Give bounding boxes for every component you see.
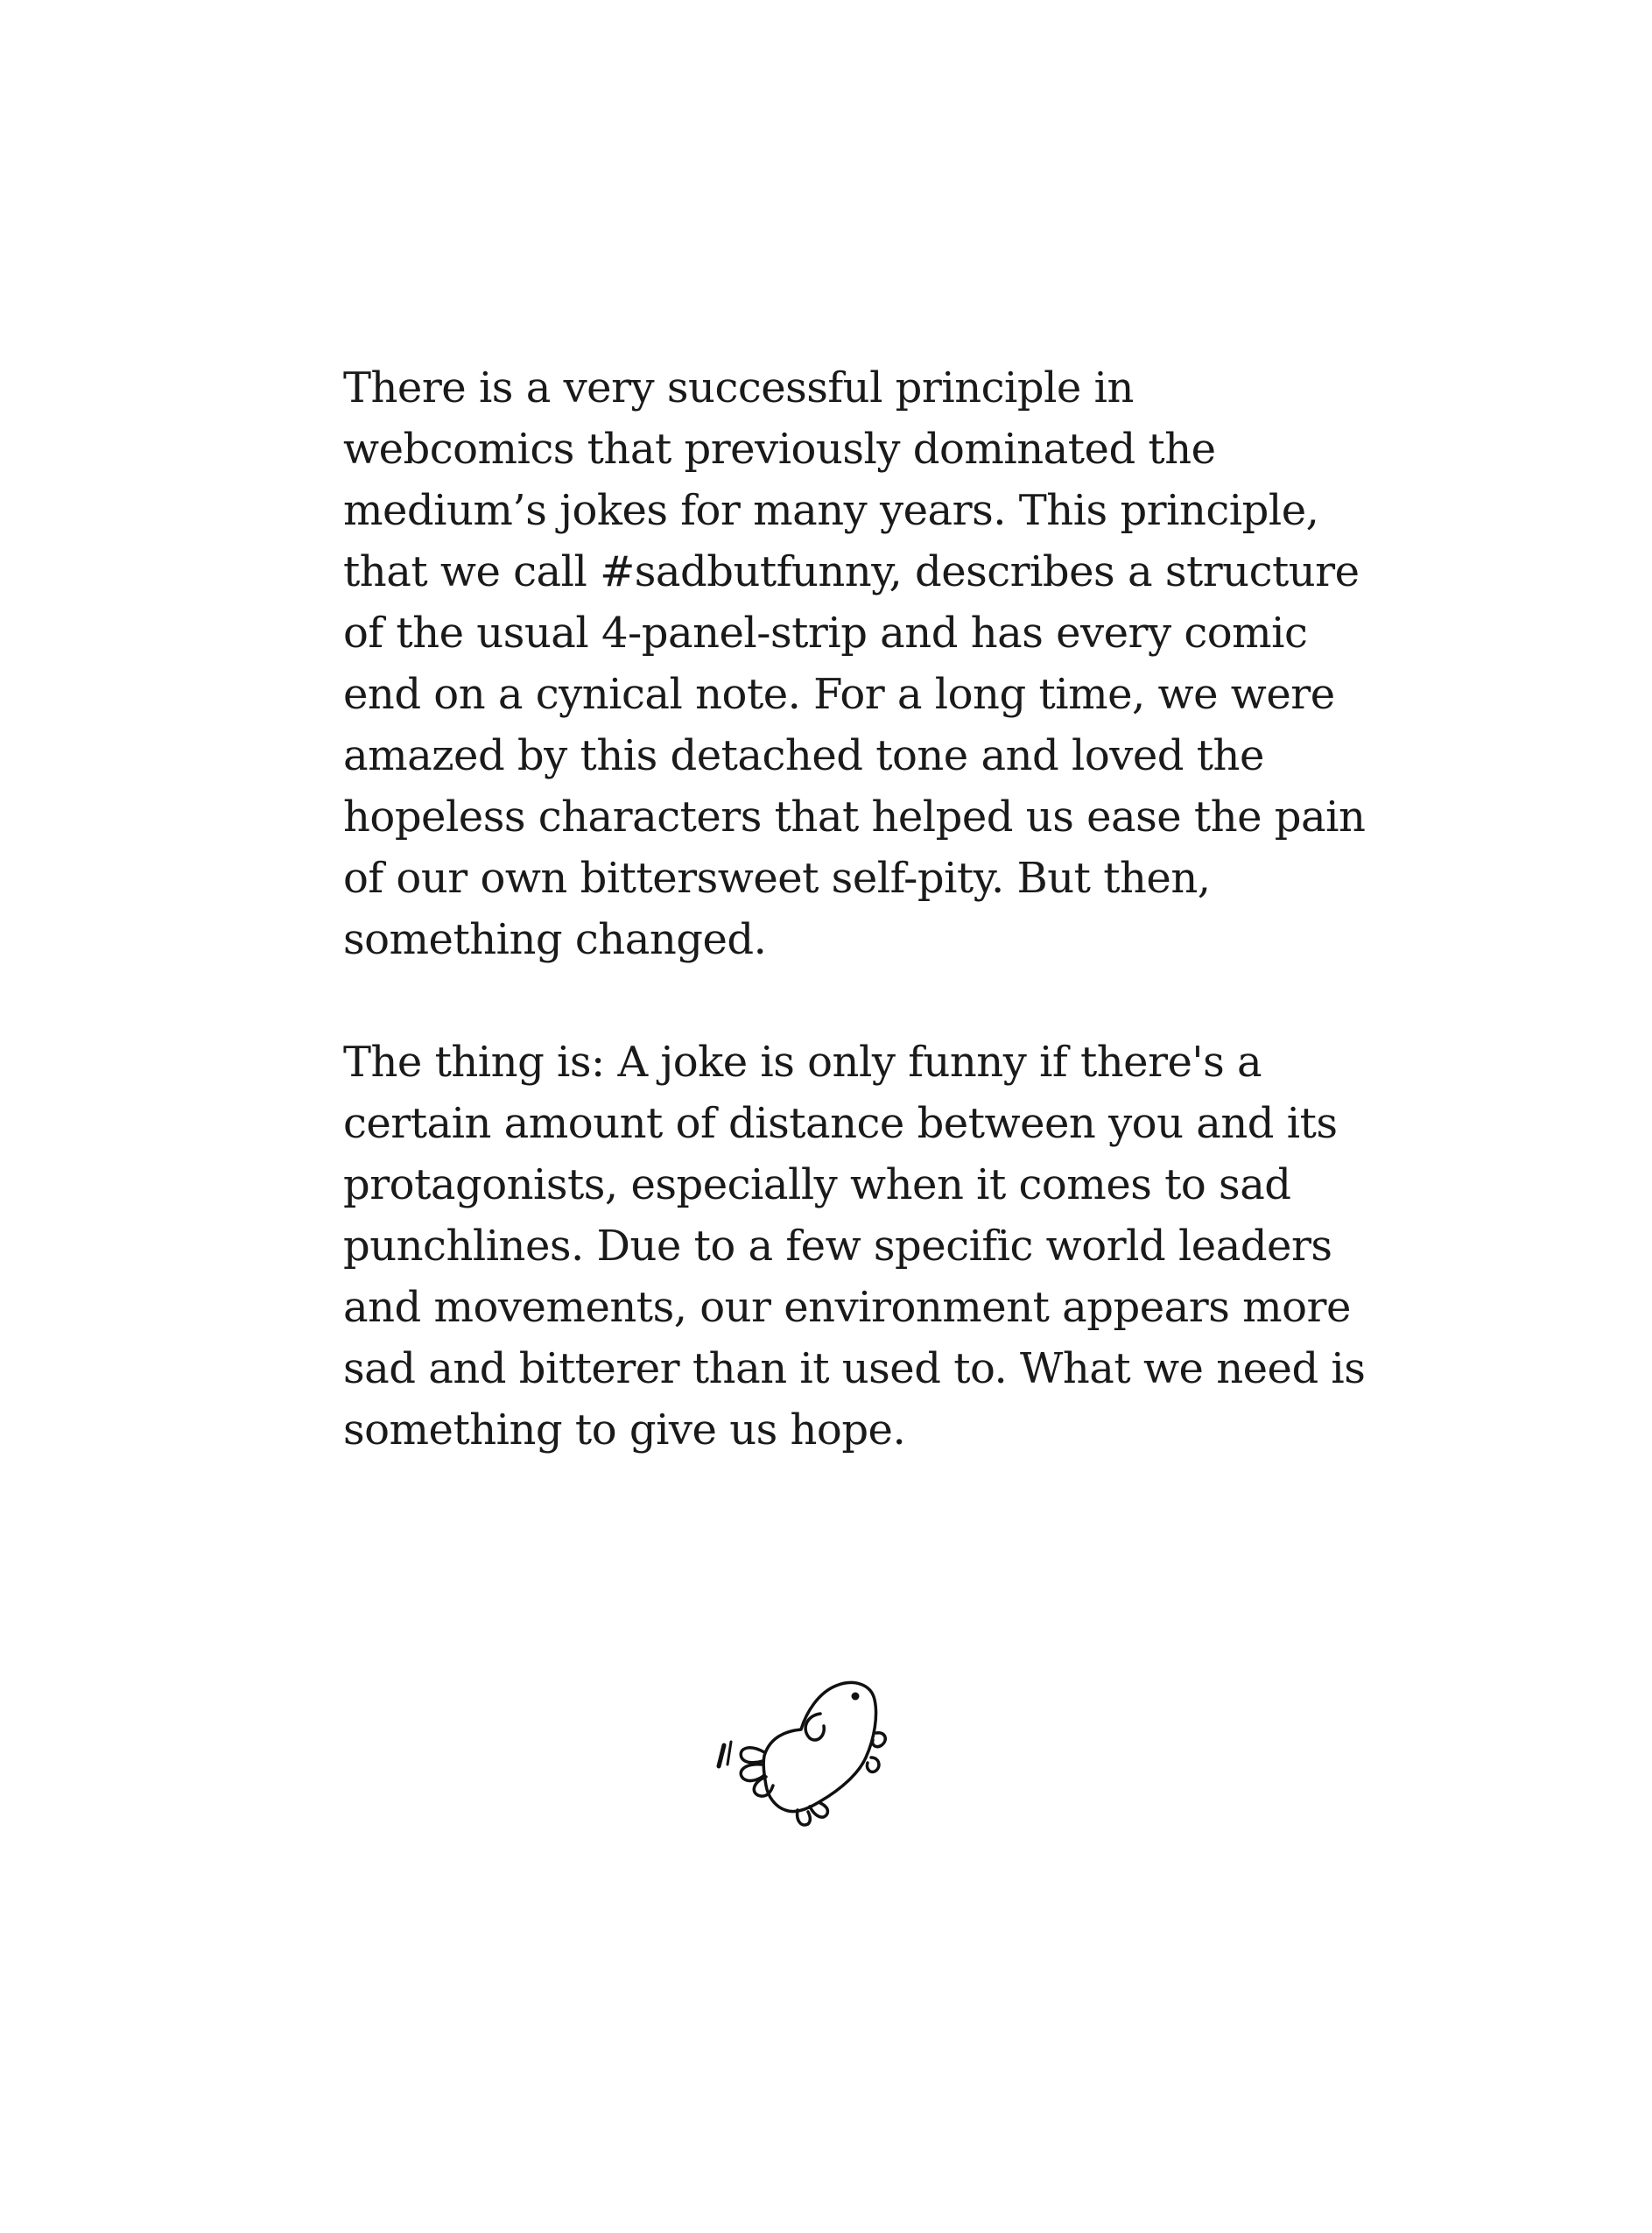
text-line: punchlines. Due to a few specific world leaders (343, 1222, 1332, 1271)
text-line: and movements, our environment appears more (343, 1283, 1351, 1332)
text-line: end on a cynical note. For a long time, we were (343, 670, 1335, 719)
text-line: something to give us hope. (343, 1405, 906, 1455)
text-line: of our own bittersweet self-pity. But then, (343, 854, 1211, 903)
text-line: amazed by this detached tone and loved the (343, 731, 1264, 780)
body-text (343, 357, 1366, 1461)
paragraph-1 (343, 357, 1366, 970)
text-line: certain amount of distance between you and its (343, 1099, 1338, 1148)
text-line: hopeless characters that helped us ease the pain (343, 792, 1366, 842)
happy-creature-icon (714, 1677, 902, 1843)
text-line: something changed. (343, 915, 767, 964)
text-line: There is a very successful principle in (343, 363, 1134, 412)
paragraph-2 (343, 1032, 1366, 1461)
text-line: of the usual 4-panel-strip and has every comic (343, 609, 1308, 658)
text-line: sad and bitterer than it used to. What we need is (343, 1344, 1366, 1393)
text-line: protagonists, especially when it comes to sad (343, 1160, 1291, 1209)
text-line: webcomics that previously dominated the (343, 425, 1216, 474)
text-line: The thing is: A joke is only funny if there's a (343, 1038, 1262, 1087)
text-line: medium’s jokes for many years. This principle, (343, 486, 1319, 535)
text-line: that we call #sadbutfunny, describes a structure (343, 547, 1360, 596)
